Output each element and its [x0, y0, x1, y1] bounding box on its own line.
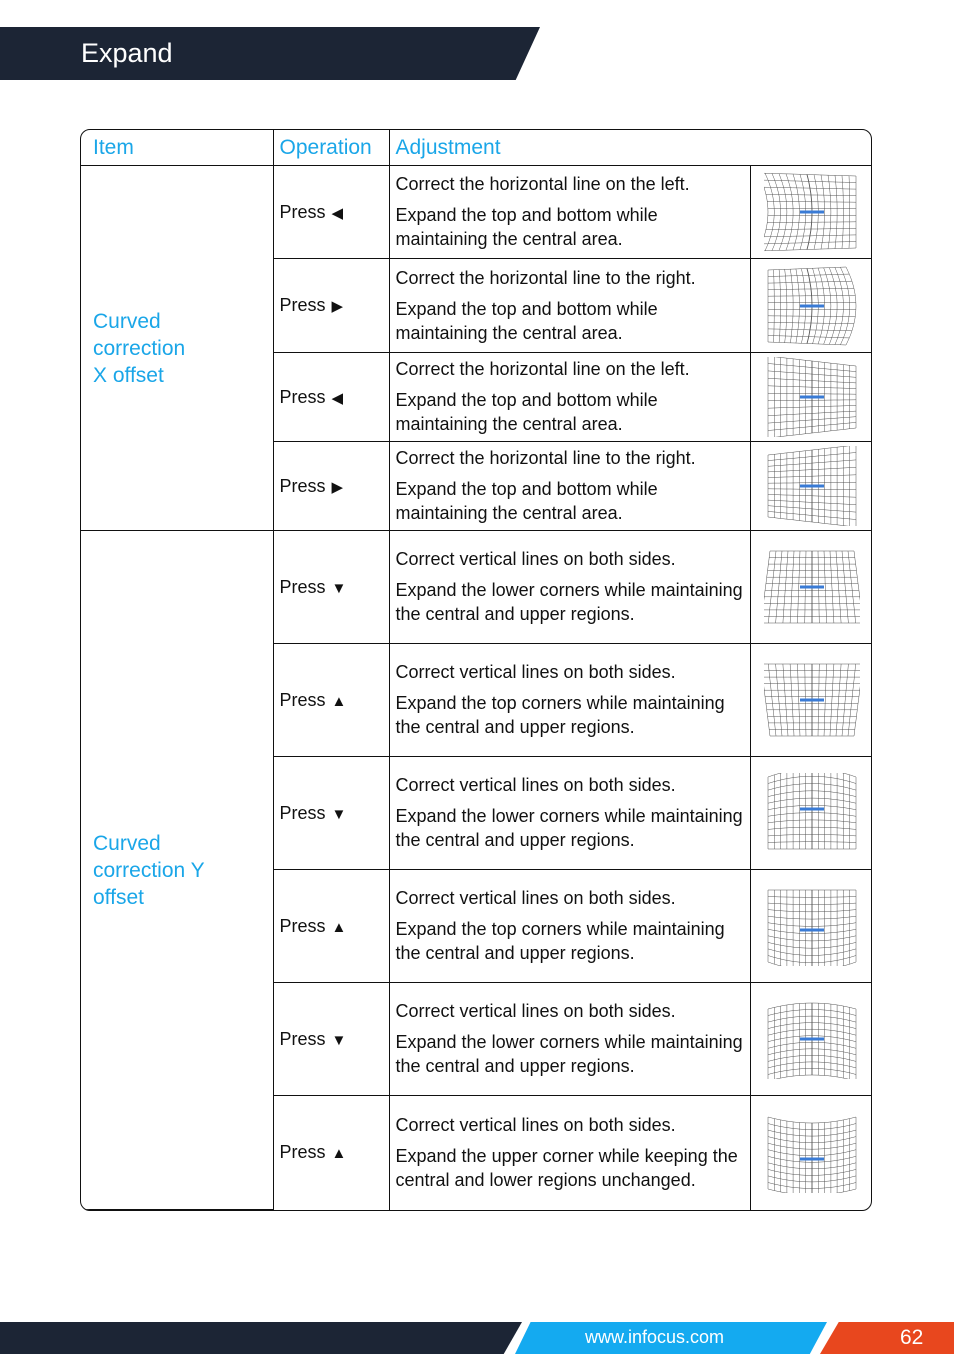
grid-line	[829, 267, 837, 344]
grid-line	[828, 175, 831, 249]
adjustment-line2: Expand the top and bottom while maintaining the central area.	[395, 479, 658, 523]
operation-cell	[273, 166, 389, 259]
item-label-line: Curved	[93, 309, 161, 333]
grid-line	[793, 174, 799, 250]
header-adjustment: Adjustment	[389, 130, 872, 166]
grid-line	[768, 551, 776, 623]
barrel-right-grid-icon	[764, 266, 860, 346]
flare-bottom-grid-icon	[764, 547, 860, 627]
adjustment-cell	[389, 353, 750, 442]
header-operation: Operation	[273, 130, 389, 166]
adjustment-cell	[389, 644, 750, 757]
diagram-cell	[750, 644, 872, 757]
grid-line	[842, 176, 843, 249]
pincushion-right-grid-icon	[764, 446, 860, 526]
arrow-key-icon: ◀	[331, 389, 344, 407]
grid-line	[797, 664, 800, 736]
item-label	[81, 166, 273, 531]
adjustment-cell	[389, 1096, 750, 1210]
grid-line	[842, 664, 848, 736]
flare-top-grid-icon	[764, 660, 860, 740]
press-label: Press	[279, 201, 326, 222]
adjustment-table	[81, 130, 872, 1210]
arrow-key-icon: ◀	[331, 204, 344, 222]
adjustment-cell	[389, 259, 750, 353]
adjustment-line1: Correct vertical lines on both sides.	[395, 775, 676, 795]
adjustment-line2: Expand the upper corner while keeping the central and lower regions unchanged.	[395, 1145, 738, 1190]
grid-line	[835, 267, 844, 344]
bulge-top-grid-icon	[764, 773, 860, 853]
operation-cell	[273, 644, 389, 757]
arrow-key-icon: ▶	[331, 298, 344, 315]
adjustment-cell	[389, 442, 750, 531]
adjustment-cell	[389, 166, 750, 259]
footer-url[interactable]: www.infocus.com	[585, 1327, 725, 1347]
grid-line	[830, 664, 834, 736]
grid-line	[783, 664, 788, 736]
grid-line	[764, 173, 768, 251]
diagram-cell	[750, 442, 872, 531]
grid-line	[775, 551, 781, 623]
operation-cell	[273, 870, 389, 983]
arc-down-grid-icon	[764, 999, 860, 1079]
grid-line	[764, 664, 770, 736]
item-label-line: Curved	[93, 831, 161, 855]
arrow-key-icon: ▼	[331, 1031, 347, 1049]
operation-cell	[273, 531, 389, 644]
item-label	[81, 531, 273, 1210]
press-label: Press	[279, 386, 326, 407]
pincushion-left-grid-icon	[764, 357, 860, 437]
adjustment-line2: Expand the top and bottom while maintaining the central area.	[395, 390, 658, 434]
grid-line	[775, 664, 781, 736]
arrow-key-icon: ▲	[331, 918, 347, 936]
diagram-cell	[750, 870, 872, 983]
grid-line	[765, 173, 774, 251]
adjustment-line2: Expand the lower corners while maintaining the central and upper regions.	[395, 806, 743, 850]
operation-cell	[273, 1096, 389, 1210]
press-label: Press	[279, 915, 326, 936]
adjustment-line1: Correct vertical lines on both sides.	[395, 662, 676, 682]
press-label: Press	[279, 689, 326, 710]
diagram-cell	[750, 1096, 872, 1210]
arrow-key-icon: ▲	[331, 1145, 347, 1163]
grid-line	[836, 551, 841, 623]
press-label: Press	[279, 295, 326, 315]
grid-line	[796, 268, 800, 342]
press-label: Press	[279, 475, 326, 496]
grid-line	[830, 551, 834, 623]
adjustment-line2: Expand the lower corners while maintaining the central and upper regions.	[395, 580, 743, 624]
grid-line	[779, 269, 781, 342]
adjustment-line2: Expand the top and bottom while maintaining the central area.	[395, 298, 658, 343]
grid-line	[836, 664, 841, 736]
grid-line	[773, 269, 774, 341]
grid-line	[783, 551, 788, 623]
adjustment-line2: Expand the top corners while maintaining the central and upper regions.	[395, 919, 725, 963]
center-marker	[800, 699, 824, 702]
adjustment-line1: Correct the horizontal line to the right.	[395, 267, 696, 288]
adjustment-line1: Correct vertical lines on both sides.	[395, 888, 676, 908]
arrow-key-icon: ▶	[331, 478, 344, 496]
diagram-cell	[750, 531, 872, 644]
table-header-row	[81, 130, 872, 166]
grid-line	[848, 664, 856, 736]
adjustment-line1: Correct vertical lines on both sides.	[395, 1114, 676, 1135]
grid-line	[790, 269, 793, 343]
item-label-line: offset	[93, 885, 144, 909]
adjustment-cell	[389, 531, 750, 644]
adjustment-cell	[389, 870, 750, 983]
adjustment-line2: Expand the top corners while maintaining the central and upper regions.	[395, 693, 725, 737]
item-label-line: correction	[93, 336, 186, 360]
grid-line	[784, 269, 786, 342]
diagram-cell	[750, 166, 872, 259]
center-marker	[800, 485, 824, 488]
grid-line	[840, 267, 849, 345]
operation-cell	[273, 442, 389, 531]
adjustment-line1: Correct vertical lines on both sides.	[395, 549, 676, 569]
grid-line	[797, 551, 800, 623]
diagram-cell	[750, 757, 872, 870]
press-label: Press	[279, 1142, 326, 1163]
grid-line	[824, 551, 827, 623]
arrow-key-icon: ▼	[331, 579, 347, 597]
adjustment-cell	[389, 757, 750, 870]
press-label: Press	[279, 1028, 326, 1049]
grid-line	[848, 551, 856, 623]
center-marker	[800, 304, 824, 307]
grid-line	[768, 1117, 856, 1123]
center-marker	[800, 929, 824, 932]
center-marker	[800, 1157, 824, 1160]
center-marker	[800, 1038, 824, 1041]
table-row	[81, 531, 872, 644]
adjustment-table-wrap	[80, 129, 872, 1211]
page-title: Expand	[81, 38, 173, 68]
grid-line	[764, 248, 856, 251]
page-number: 62	[900, 1326, 924, 1349]
bulge-bottom-grid-icon	[764, 886, 860, 966]
grid-line	[768, 664, 776, 736]
operation-cell	[273, 757, 389, 870]
adjustment-line1: Correct vertical lines on both sides.	[395, 1001, 676, 1021]
grid-line	[854, 664, 860, 736]
operation-cell	[273, 259, 389, 353]
center-marker	[800, 211, 824, 214]
center-marker	[800, 586, 824, 589]
adjustment-line2: Expand the top and bottom while maintaining the central area.	[395, 205, 658, 249]
grid-line	[768, 1075, 856, 1079]
adjustment-cell	[389, 983, 750, 1096]
barrel-left-grid-icon	[764, 172, 860, 252]
diagram-cell	[750, 353, 872, 442]
operation-cell	[273, 353, 389, 442]
operation-cell	[273, 983, 389, 1096]
arrow-key-icon: ▲	[331, 692, 347, 710]
adjustment-line1: Correct the horizontal line to the right.	[395, 448, 696, 468]
grid-line	[779, 174, 787, 251]
press-label: Press	[279, 576, 326, 597]
item-label-line: X offset	[93, 363, 164, 387]
grid-line	[772, 173, 781, 250]
center-marker	[800, 396, 824, 399]
grid-line	[790, 664, 794, 736]
grid-line	[854, 551, 860, 623]
grid-line	[764, 551, 770, 623]
arc-up-grid-icon	[764, 1113, 860, 1193]
table-row	[81, 166, 872, 259]
diagram-cell	[750, 259, 872, 353]
adjustment-line1: Correct the horizontal line on the left.	[395, 174, 690, 194]
grid-line	[835, 175, 837, 248]
adjustment-line2: Expand the lower corners while maintaining the central and upper regions.	[395, 1032, 743, 1076]
adjustment-line1: Correct the horizontal line on the left.	[395, 359, 690, 379]
grid-line	[846, 267, 856, 345]
center-marker	[800, 808, 824, 811]
grid-line	[849, 176, 850, 248]
grid-line	[790, 551, 794, 623]
arrow-key-icon: ▼	[331, 805, 347, 823]
grid-line	[824, 664, 827, 736]
press-label: Press	[279, 802, 326, 823]
footer-page-bar	[820, 1322, 954, 1354]
grid-line	[764, 173, 856, 176]
diagram-cell	[750, 983, 872, 1096]
grid-line	[842, 551, 848, 623]
header-item: Item	[81, 130, 273, 166]
footer-dark-bar	[0, 1322, 522, 1354]
item-label-line: correction Y	[93, 858, 205, 882]
